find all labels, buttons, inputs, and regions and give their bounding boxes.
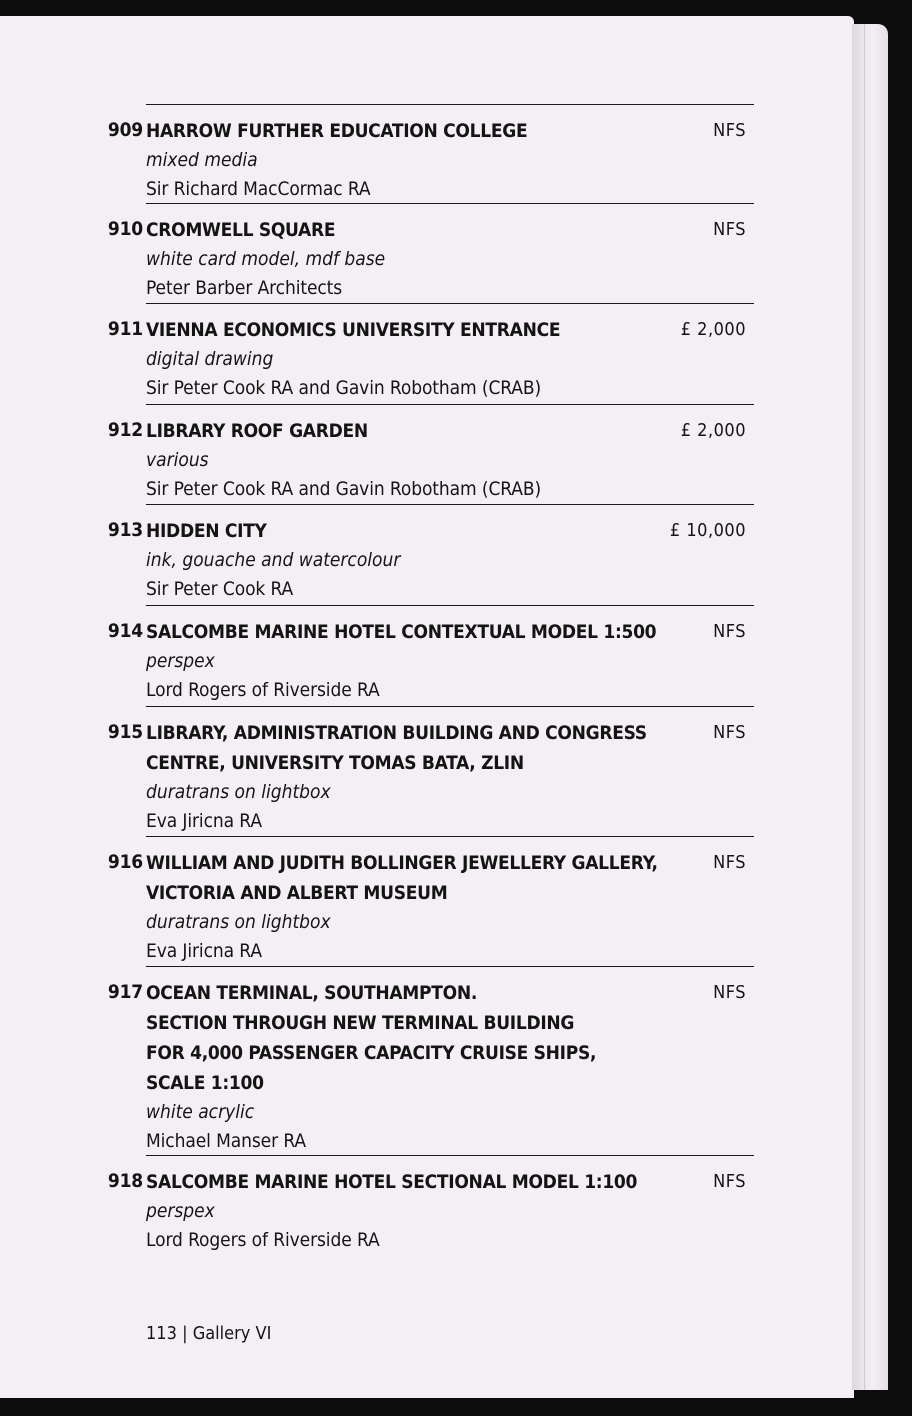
entry-body (146, 416, 691, 504)
entry-artist: Sir Richard MacCormac RA (146, 178, 371, 200)
catalogue-entry (107, 1155, 754, 1251)
entry-artist: Eva Jiricna RA (146, 940, 262, 962)
entry-number: 909 (107, 119, 143, 141)
entry-price: NFS (713, 722, 746, 743)
entry-body (146, 1167, 691, 1255)
entry-artist: Sir Peter Cook RA and Gavin Robotham (CRAB) (146, 478, 542, 500)
entry-number: 915 (107, 721, 143, 743)
entry-body (146, 617, 691, 705)
entry-number: 916 (107, 851, 143, 873)
entry-medium: white acrylic (146, 1101, 255, 1123)
entry-number: 914 (107, 620, 143, 642)
entry-medium: duratrans on lightbox (146, 911, 331, 933)
entry-body (146, 116, 691, 204)
entry-medium: mixed media (146, 149, 258, 171)
entry-number: 912 (107, 419, 143, 441)
entry-title: VICTORIA AND ALBERT MUSEUM (146, 882, 448, 904)
entry-medium: perspex (146, 650, 215, 672)
entry-artist: Lord Rogers of Riverside RA (146, 679, 380, 701)
entry-body (146, 215, 691, 303)
entry-medium: digital drawing (146, 348, 274, 370)
entry-title: HARROW FURTHER EDUCATION COLLEGE (146, 120, 528, 142)
catalogue-entry (107, 836, 754, 962)
catalogue-entry (107, 605, 754, 701)
entry-artist: Eva Jiricna RA (146, 810, 262, 832)
entry-price: NFS (713, 120, 746, 141)
entry-medium: ink, gouache and watercolour (146, 549, 401, 571)
entry-title: LIBRARY ROOF GARDEN (146, 420, 368, 442)
entry-number: 917 (107, 981, 143, 1003)
page-edge (852, 24, 888, 1390)
entry-medium: various (146, 449, 209, 471)
entry-title: LIBRARY, ADMINISTRATION BUILDING AND CONGRESS (146, 722, 647, 744)
entry-title: FOR 4,000 PASSENGER CAPACITY CRUISE SHIPS, (146, 1042, 597, 1064)
catalogue-entry (107, 104, 754, 200)
entry-artist: Michael Manser RA (146, 1130, 306, 1152)
entry-artist: Sir Peter Cook RA and Gavin Robotham (CRAB) (146, 377, 542, 399)
footer-separator: | (182, 1323, 188, 1344)
entry-price: NFS (713, 1171, 746, 1192)
entry-title: SALCOMBE MARINE HOTEL SECTIONAL MODEL 1:100 (146, 1171, 638, 1193)
entry-medium: white card model, mdf base (146, 248, 386, 270)
entry-title: CENTRE, UNIVERSITY TOMAS BATA, ZLIN (146, 752, 524, 774)
entry-body (146, 315, 691, 403)
entry-number: 911 (107, 318, 143, 340)
entry-title: SECTION THROUGH NEW TERMINAL BUILDING (146, 1012, 575, 1034)
entry-price: £ 10,000 (669, 520, 746, 541)
entry-title: HIDDEN CITY (146, 520, 267, 542)
entry-number: 913 (107, 519, 143, 541)
entry-body (146, 978, 691, 1156)
entry-medium: perspex (146, 1200, 215, 1222)
section-name: Gallery VI (192, 1323, 272, 1344)
entry-price: NFS (713, 982, 746, 1003)
catalogue-entry (107, 303, 754, 399)
catalogue-entry (107, 203, 754, 299)
entry-artist: Lord Rogers of Riverside RA (146, 1229, 380, 1251)
entry-body (146, 516, 691, 604)
catalogue-entry (107, 966, 754, 1152)
entry-medium: duratrans on lightbox (146, 781, 331, 803)
entry-title: SCALE 1:100 (146, 1072, 264, 1094)
entry-title: SALCOMBE MARINE HOTEL CONTEXTUAL MODEL 1:500 (146, 621, 657, 643)
entry-price: £ 2,000 (680, 319, 746, 340)
entry-price: £ 2,000 (680, 420, 746, 441)
entry-artist: Sir Peter Cook RA (146, 578, 294, 600)
entry-body (146, 718, 691, 836)
entry-title: CROMWELL SQUARE (146, 219, 336, 241)
entry-price: NFS (713, 219, 746, 240)
entry-body (146, 848, 691, 966)
entry-number: 918 (107, 1170, 143, 1192)
entry-price: NFS (713, 852, 746, 873)
entry-title: OCEAN TERMINAL, SOUTHAMPTON. (146, 982, 478, 1004)
page-footer (146, 1320, 271, 1348)
catalogue-entry (107, 706, 754, 832)
entry-number: 910 (107, 218, 143, 240)
catalogue-entry (107, 404, 754, 500)
catalogue-entry (107, 504, 754, 600)
entry-title: WILLIAM AND JUDITH BOLLINGER JEWELLERY GALLERY, (146, 852, 658, 874)
entry-title: VIENNA ECONOMICS UNIVERSITY ENTRANCE (146, 319, 561, 341)
entry-price: NFS (713, 621, 746, 642)
entry-artist: Peter Barber Architects (146, 277, 343, 299)
page-number: 113 (146, 1323, 177, 1344)
